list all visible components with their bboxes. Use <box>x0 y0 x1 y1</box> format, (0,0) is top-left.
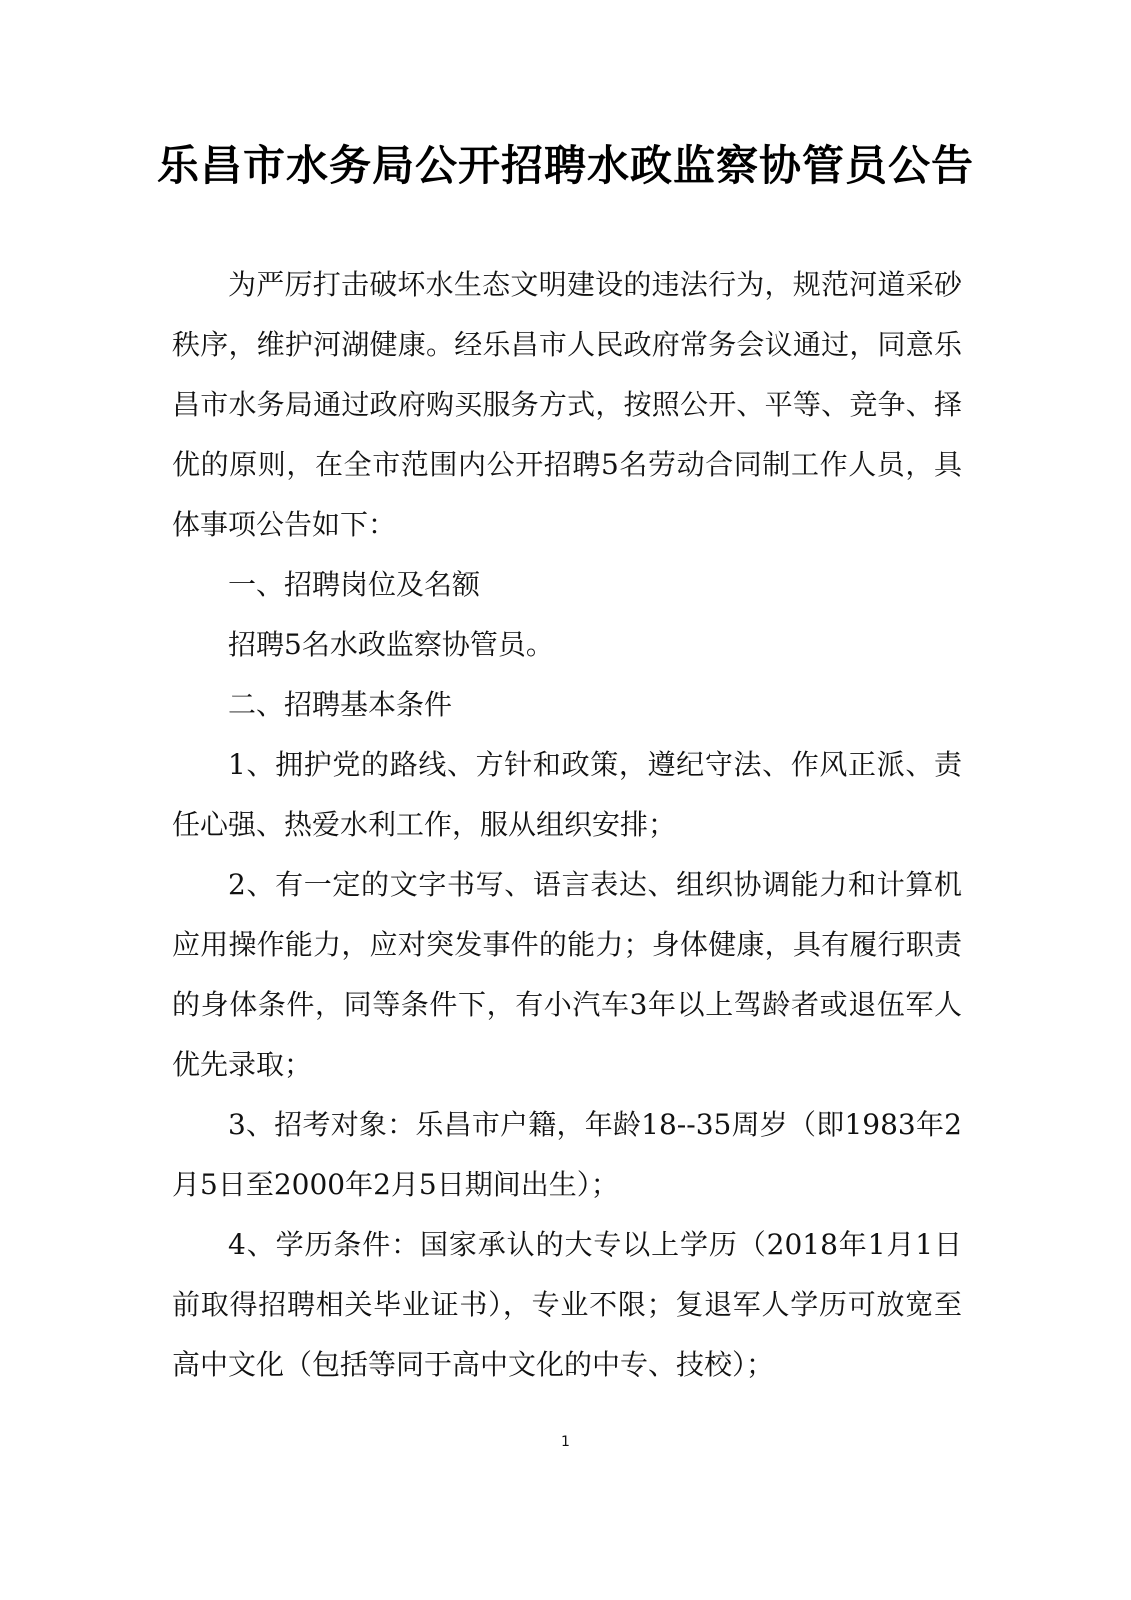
page-number: 1 <box>561 1434 570 1450</box>
condition-item-4: 4、学历条件：国家承认的大专以上学历（2018年1月1日前取得招聘相关毕业证书），专业不限；复退军人学历可放宽至高中文化（包括等同于高中文化的中专、技校）； <box>172 1228 962 1381</box>
condition-item-2: 2、有一定的文字书写、语言表达、组织协调能力和计算机应用操作能力，应对突发事件的能力；身体健康，具有履行职责的身体条件，同等条件下，有小汽车3年以上驾龄者或退伍军人优先录取； <box>172 868 962 1081</box>
section-heading-conditions: 二、招聘基本条件 <box>228 688 453 721</box>
condition-item-1: 1、拥护党的路线、方针和政策，遵纪守法、作风正派、责任心强、热爱水利工作，服从组织安排； <box>172 748 962 841</box>
condition-item-3: 3、招考对象：乐昌市户籍，年龄18--35周岁（即1983年2月5日至2000年2月5日期间出生）； <box>172 1108 962 1201</box>
document-title: 乐昌市水务局公开招聘水政监察协管员公告 <box>156 141 974 190</box>
intro-paragraph: 为严厉打击破坏水生态文明建设的违法行为，规范河道采砂秩序，维护河湖健康。经乐昌市人民政府常务会议通过，同意乐昌市水务局通过政府购买服务方式，按照公开、平等、竞争、择优的原则，在全市范围内公开招聘5名劳动合同制工作人员，具体事项公告如下： <box>172 268 962 541</box>
positions-paragraph: 招聘5名水政监察协管员。 <box>228 628 554 661</box>
section-heading-positions: 一、招聘岗位及名额 <box>228 568 481 601</box>
document-body <box>172 255 962 1395</box>
